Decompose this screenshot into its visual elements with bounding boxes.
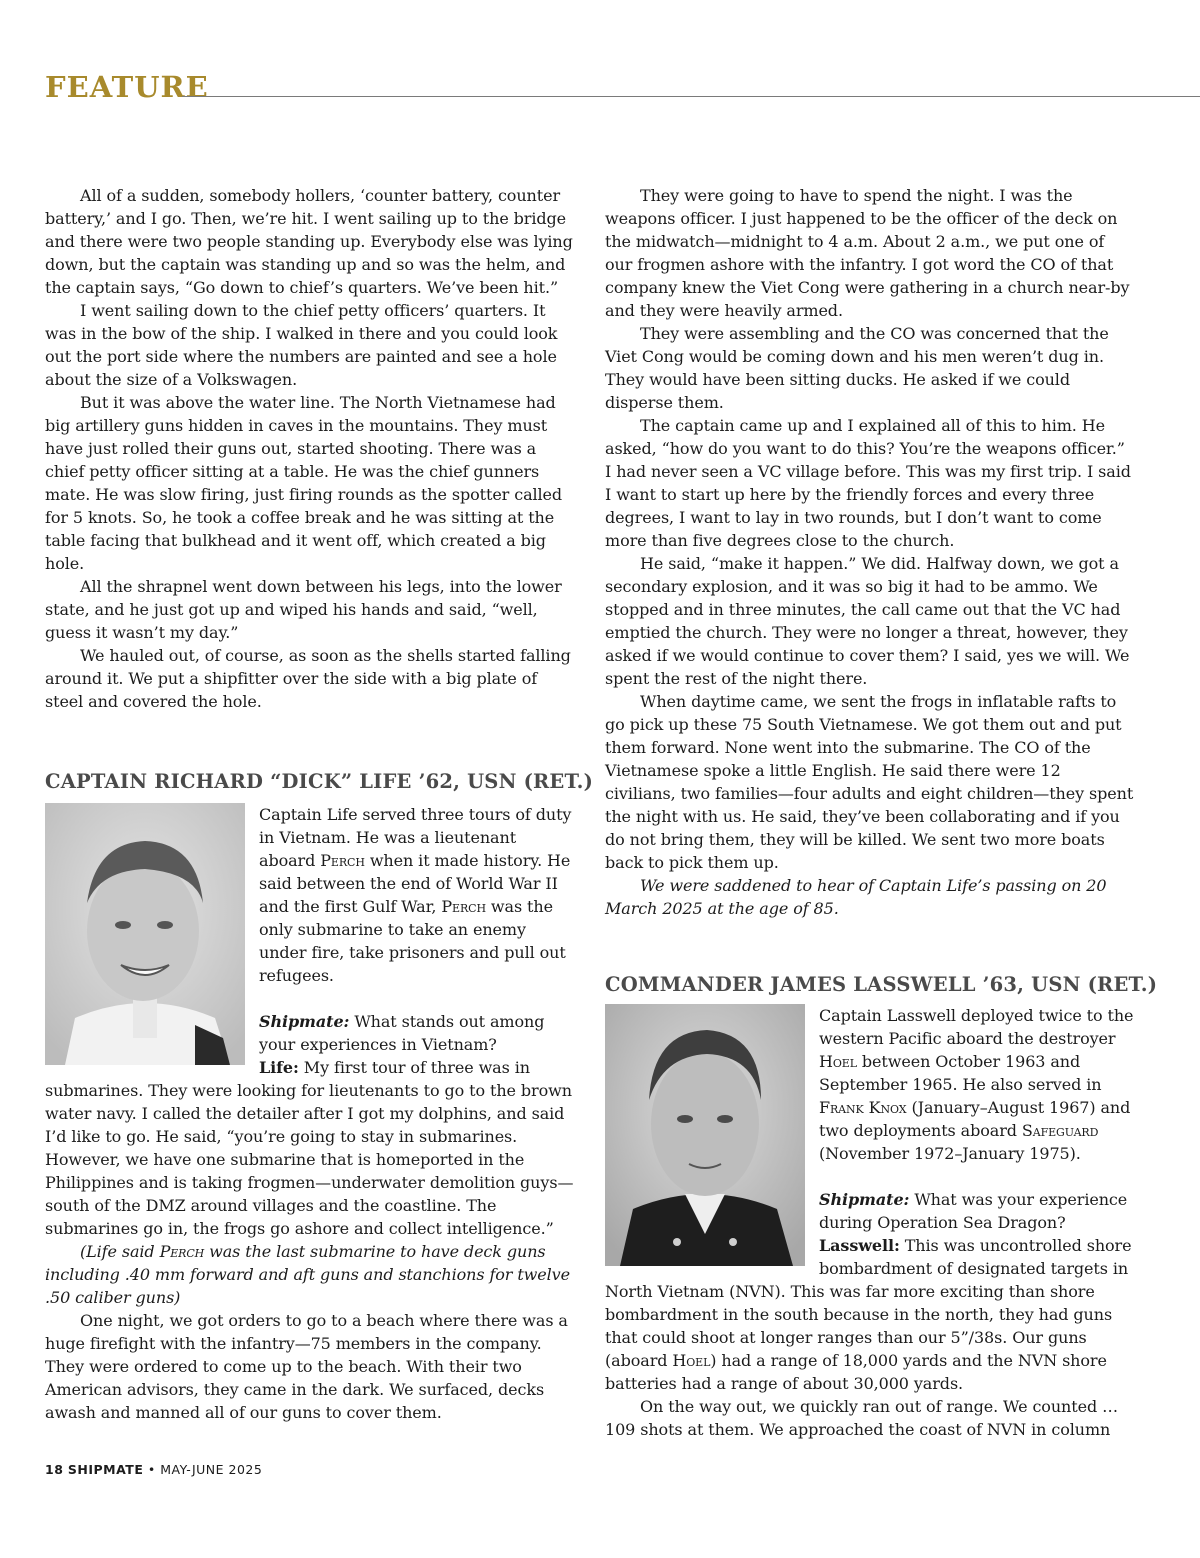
bio-text: was the only submarine to take an enemy under fire, take prisoners and pull out refugees. (259, 897, 566, 985)
page-number: 18 (45, 1462, 64, 1477)
profile-life (45, 803, 575, 1424)
left-column (45, 184, 594, 1424)
bio-text: (January–August 1967) and two deployments aboard (819, 1098, 1131, 1140)
answer-text: This was uncontrolled shore bombardment of designated targets in North Vietnam (NVN). This was far more exciting than shore bombardment in the south because in the north, they had guns that could shoot at longer ranges than our 5”/38s. Our guns (aboard (605, 1236, 1132, 1370)
profile-heading-lasswell: COMMANDER JAMES LASSWELL ’63, USN (RET.) (605, 973, 1158, 996)
profile-heading-life: CAPTAIN RICHARD “DICK” LIFE ’62, USN (RET.) (45, 770, 594, 793)
paragraph: When daytime came, we sent the frogs in inflatable rafts to go pick up these 75 South Vietnamese. We got them out and put them forward. None went into the submarine. The CO of the Vietnamese spoke a little English. He said there were 12 civilians, two families—four adults and eight children—they spent the night with us. He said, they’ve been collaborating and if you do not bring them, they will be killed. We sent two more boats back to pick them up. (605, 692, 1134, 872)
answer-label: Life: (259, 1058, 299, 1077)
note-text: (Life said (80, 1242, 160, 1261)
ship-name: Frank Knox (819, 1098, 907, 1117)
bio-text: Captain Life served three tours of duty in Vietnam. He was a lieutenant aboard (259, 805, 572, 870)
answer-label: Lasswell: (819, 1236, 900, 1255)
ship-name: Perch (320, 851, 365, 870)
section-label: FEATURE (45, 70, 209, 104)
paragraph: The captain came up and I explained all of this to him. He asked, “how do you want to do this? You’re the weapons officer.” I had never seen a VC village before. This was my first trip. I said I want to start up here by the friendly forces and every three degrees, I want to lay in two rounds, but I don’t want to come more than five degrees close to the church. (605, 416, 1131, 550)
note-text: was the last submarine to have deck guns including .40 mm forward and aft guns and stanchions for twelve .50 caliber guns) (45, 1242, 570, 1307)
bio-text: (November 1972–January 1975). (819, 1144, 1081, 1163)
profile-lasswell (605, 1004, 1135, 1441)
paragraph: All of a sudden, somebody hollers, ‘counter battery, counter battery,’ and I go. Then, we’re hit. I went sailing up to the bridge and there were two people standing up. Everybody else was lying down, but the captain was standing up and so was the helm, and the captain says, “Go down to chief’s quarters. We’ve been hit.” (45, 186, 573, 297)
portrait-photo-lasswell (605, 1004, 805, 1266)
paragraph: They were going to have to spend the night. I was the weapons officer. I just happened to be the officer of the deck on the midwatch—midnight to 4 a.m. About 2 a.m., we put one of our frogmen ashore with the infantry. I got word the CO of that company knew the Viet Cong were gathering in a church near-by and they were heavily armed. (605, 186, 1130, 320)
paragraph: One night, we got orders to go to a beach where there was a huge firefight with the infantry—75 members in the company. They were ordered to come up to the beach. With their two American advisors, they came in the dark. We surfaced, decks awash and manned all of our guns to cover them. (45, 1311, 568, 1422)
ship-name: Hoel (672, 1351, 711, 1370)
ship-name: Safeguard (1021, 1121, 1099, 1140)
question-text: What was your experience during Operation Sea Dragon? (819, 1190, 1128, 1232)
bio-text: when it made history. He said between the end of World War II and the first Gulf War, (259, 851, 571, 916)
ship-name: Perch (441, 897, 486, 916)
paragraph: All the shrapnel went down between his legs, into the lower state, and he just got up and wiped his hands and said, “well, guess it wasn’t my day.” (45, 577, 562, 642)
magazine-name: SHIPMATE (67, 1462, 144, 1477)
memorial-note: We were saddened to hear of Captain Life’s passing on 20 March 2025 at the age of 85. (605, 876, 1107, 918)
ship-name: Hoel (819, 1052, 857, 1071)
paragraph: They were assembling and the CO was concerned that the Viet Cong would be coming down and his men weren’t dug in. They would have been sitting ducks. He asked if we could disperse them. (605, 324, 1109, 412)
paragraph: On the way out, we quickly ran out of range. We counted … 109 shots at them. We approached the coast of NVN in column (605, 1397, 1118, 1439)
paragraph: I went sailing down to the chief petty officers’ quarters. It was in the bow of the ship. I walked in there and you could look out the port side where the numbers are painted and see a hole about the size of a Volkswagen. (45, 301, 558, 389)
right-column (605, 184, 1158, 1441)
ship-name: Perch (159, 1242, 205, 1261)
issue-date: MAY-JUNE 2025 (160, 1462, 263, 1477)
bio-text: Captain Lasswell deployed twice to the western Pacific aboard the destroyer (819, 1006, 1134, 1048)
bio-text: between October 1963 and September 1965. He also served in (819, 1052, 1102, 1094)
paragraph: He said, “make it happen.” We did. Halfway down, we got a secondary explosion, and it was so big it had to be ammo. We stopped and in three minutes, the call came out that the VC had emptied the church. They were no longer a threat, however, they asked if we would continue to cover them? I said, yes we will. We spent the rest of the night there. (605, 554, 1130, 688)
question-label: Shipmate: (819, 1190, 910, 1209)
footer-separator: • (147, 1462, 156, 1477)
paragraph: But it was above the water line. The North Vietnamese had big artillery guns hidden in caves in the mountains. They must have just rolled their guns out, started shooting. There was a chief petty officer sitting at a table. He was the chief gunners mate. He was slow firing, just firing rounds as the spotter called for 5 knots. So, he took a coffee break and he was sitting at the table facing that bulkhead and it went off, which created a big hole. (45, 393, 563, 573)
header-rule (182, 96, 1200, 97)
question-text: What stands out among your experiences in Vietnam? (259, 1012, 545, 1054)
paragraph: We hauled out, of course, as soon as the shells started falling around it. We put a shipfitter over the side with a big plate of steel and covered the hole. (45, 646, 571, 711)
question-label: Shipmate: (259, 1012, 350, 1031)
portrait-photo-life (45, 803, 245, 1065)
page-footer (45, 1462, 262, 1477)
answer-text: My first tour of three was in submarines. They were looking for lieutenants to go to the brown water navy. I called the detailer after I got my dolphins, and said I’d like to go. He said, “you’re going to stay in submarines. However, we have one submarine that is homeported in the Philippines and is taking frogmen—underwater demolition guys—south of the DMZ around villages and the coastline. The submarines go in, the frogs go ashore and collect intelligence.” (45, 1058, 574, 1238)
answer-text: ) had a range of 18,000 yards and the NVN shore batteries had a range of about 30,000 yards. (605, 1351, 1107, 1393)
